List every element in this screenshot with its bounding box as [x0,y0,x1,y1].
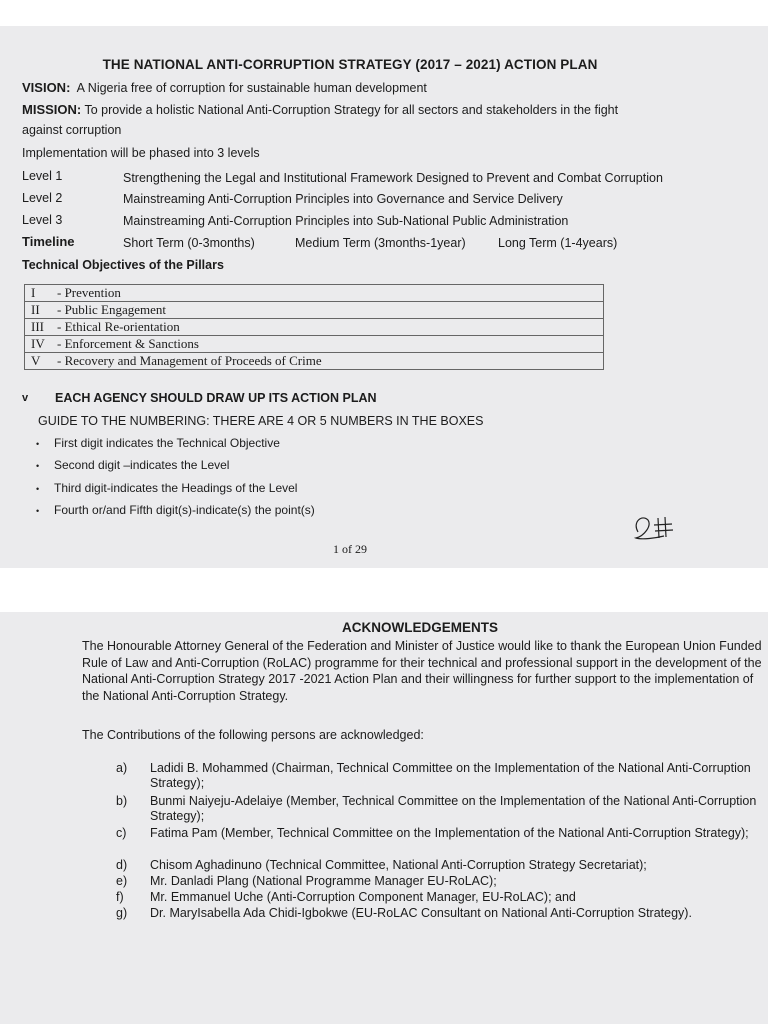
agency-heading: EACH AGENCY SHOULD DRAW UP ITS ACTION PLAN [55,391,377,405]
list-item: • First digit indicates the Technical Objective [36,436,280,450]
vision-line [22,80,427,95]
list-item: • Third digit-indicates the Headings of the Level [36,481,298,495]
pillar-number: II [31,302,40,317]
document-page-1 [0,26,768,568]
table-row [25,319,604,336]
table-row [25,336,604,353]
acknowledgements-title: ACKNOWLEDGEMENTS [342,620,498,635]
page-title: THE NATIONAL ANTI-CORRUPTION STRATEGY (2017 – 2021) ACTION PLAN [102,57,598,72]
list-item: b) Bunmi Naiyeju-Adelaiye (Member, Technical Committee on the Implementation of the National Anti-Corruption Strategy); [116,794,757,823]
table-row [25,353,604,370]
timeline-long: Long Term (1-4years) [498,236,618,250]
pillar-text: - Recovery and Management of Proceeds of Crime [57,353,322,368]
mission-text: To provide a holistic National Anti-Corruption Strategy for all sectors and stakeholders in the fight [84,103,619,117]
pillar-text: - Prevention [57,285,121,300]
level-2-text: Mainstreaming Anti-Corruption Principles into Governance and Service Delivery [123,192,563,206]
pillars-table [24,284,604,370]
list-item: f) Mr. Emmanuel Uche (Anti-Corruption Component Manager, EU-RoLAC); and [116,890,576,904]
table-row [25,302,604,319]
pillar-number: IV [31,336,45,351]
page-number: 1 of 29 [333,542,367,556]
bullet-icon: • [36,483,40,494]
level-2-label: Level 2 [22,191,63,205]
pillar-number: III [31,319,44,334]
list-item: a) Ladidi B. Mohammed (Chairman, Technical Committee on the Implementation of the National Anti-Corruption Strategy); [116,761,751,790]
mission-line [22,102,618,117]
level-3-text: Mainstreaming Anti-Corruption Principles into Sub-National Public Administration [123,214,569,228]
signature-icon [628,512,678,546]
timeline-label: Timeline [22,234,75,249]
pillar-text: - Ethical Re-orientation [57,319,180,334]
numbering-guide: GUIDE TO THE NUMBERING: THERE ARE 4 OR 5 NUMBERS IN THE BOXES [38,414,484,428]
list-item: e) Mr. Danladi Plang (National Programme Manager EU-RoLAC); [116,874,497,888]
mission-text-cont: against corruption [22,123,122,137]
objectives-heading: Technical Objectives of the Pillars [22,258,224,272]
level-3-label: Level 3 [22,213,63,227]
timeline-medium: Medium Term (3months-1year) [295,236,466,250]
document-page-2 [0,612,768,1024]
acknowledgements-intro: The Honourable Attorney General of the Federation and Minister of Justice would like to thank the European Union Funded Rule of Law and Anti-Corruption (RoLAC) programme for their technical and professional support in the development of the National Anti-Corruption Strategy 2017 -2021 Action Plan and their willingness for further support to the implementation of the National Anti-Corruption Strategy. [82,639,762,703]
phased-text: Implementation will be phased into 3 levels [22,146,260,160]
contributions-line: The Contributions of the following persons are acknowledged: [82,728,424,742]
bullet-icon: • [36,505,40,516]
level-1-label: Level 1 [22,169,63,183]
vision-text: A Nigeria free of corruption for sustainable human development [76,81,427,95]
list-item: g) Dr. MaryIsabella Ada Chidi-Igbokwe (EU-RoLAC Consultant on National Anti-Corruption Strategy). [116,906,692,920]
level-1-text: Strengthening the Legal and Institutional Framework Designed to Prevent and Combat Corruption [123,171,663,185]
list-item: d) Chisom Aghadinuno (Technical Committee, National Anti-Corruption Strategy Secretariat); [116,858,647,872]
mission-label: MISSION: [22,102,82,117]
agency-marker: v [22,392,29,404]
timeline-short: Short Term (0-3months) [123,236,255,250]
table-row [25,285,604,302]
pillar-text: - Enforcement & Sanctions [57,336,199,351]
list-item: • Fourth or/and Fifth digit(s)-indicate(s) the point(s) [36,503,315,517]
pillar-number: V [31,353,41,368]
bullet-icon: • [36,460,40,471]
pillar-text: - Public Engagement [57,302,167,317]
vision-label: VISION: [22,80,71,95]
list-item: c) Fatima Pam (Member, Technical Committee on the Implementation of the National Anti-Corruption Strategy); [116,826,749,840]
list-item: • Second digit –indicates the Level [36,458,230,472]
pillar-number: I [31,285,36,300]
bullet-icon: • [36,438,40,449]
